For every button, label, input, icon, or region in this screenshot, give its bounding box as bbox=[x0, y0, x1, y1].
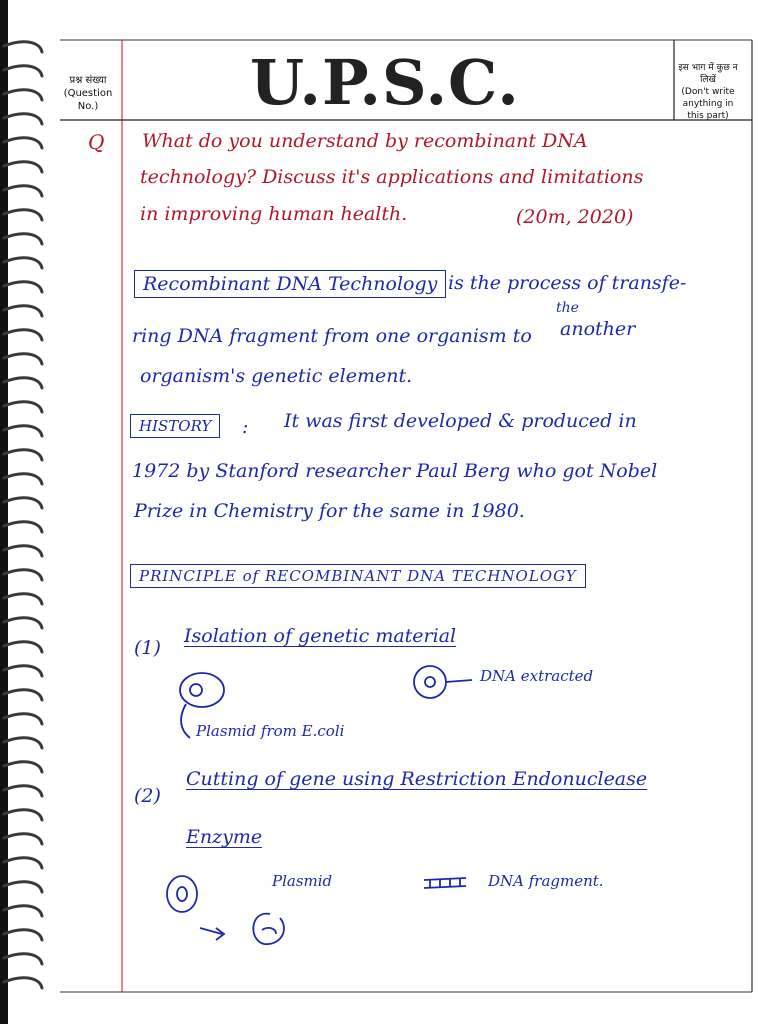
spiral-coil bbox=[4, 426, 42, 436]
spiral-coil bbox=[4, 642, 42, 652]
spiral-coil bbox=[4, 162, 42, 172]
spiral-coil bbox=[4, 666, 42, 676]
history-label-box: HISTORY bbox=[130, 414, 220, 438]
history-line-2: 1972 by Stanford researcher Paul Berg who got Nobel bbox=[132, 460, 658, 482]
spiral-coil bbox=[4, 810, 42, 820]
principle-heading-box: PRINCIPLE of RECOMBINANT DNA TECHNOLOGY bbox=[130, 564, 586, 588]
spiral-coil bbox=[4, 594, 42, 604]
spiral-coil bbox=[4, 834, 42, 844]
spiral-coil bbox=[4, 618, 42, 628]
spiral-coil bbox=[4, 234, 42, 244]
spiral-binding bbox=[0, 0, 60, 1024]
question-line-1: What do you understand by recombinant DNA bbox=[142, 130, 588, 152]
spiral-coil bbox=[4, 306, 42, 316]
spiral-coil bbox=[4, 714, 42, 724]
term-box: Recombinant DNA Technology bbox=[134, 270, 446, 298]
question-line-3: in improving human health. bbox=[140, 203, 408, 225]
definition-insert-word: the bbox=[556, 300, 579, 316]
note-english: (Don't write anything in this part) bbox=[681, 87, 735, 121]
spiral-coil bbox=[4, 450, 42, 460]
spiral-coil bbox=[4, 498, 42, 508]
spiral-coil bbox=[4, 114, 42, 124]
step-2-continued: Enzyme bbox=[186, 826, 263, 848]
spiral-coil bbox=[4, 930, 42, 940]
question-number-hindi: प्रश्न संख्या bbox=[69, 75, 107, 86]
spiral-coil bbox=[4, 882, 42, 892]
dna-fragment-diagram bbox=[424, 878, 466, 888]
spiral-coil bbox=[4, 546, 42, 556]
spiral-coil bbox=[4, 42, 42, 52]
spiral-coil bbox=[4, 258, 42, 268]
spiral-coil bbox=[4, 690, 42, 700]
question-line-2: technology? Discuss it's applications and limitations bbox=[140, 166, 644, 188]
spiral-coil bbox=[4, 90, 42, 100]
spiral-coil bbox=[4, 762, 42, 772]
spiral-coil bbox=[4, 138, 42, 148]
step-2-number: (2) bbox=[134, 785, 161, 807]
spiral-coil bbox=[4, 978, 42, 988]
history-line-3: Prize in Chemistry for the same in 1980. bbox=[134, 500, 525, 522]
spiral-coil bbox=[4, 738, 42, 748]
spiral-coil bbox=[4, 378, 42, 388]
spiral-coil bbox=[4, 786, 42, 796]
step-1-text: Isolation of genetic material bbox=[184, 625, 457, 647]
spiral-coil bbox=[4, 954, 42, 964]
spiral-coil bbox=[4, 474, 42, 484]
spiral-coil bbox=[4, 282, 42, 292]
spiral-coil bbox=[4, 354, 42, 364]
dna-extracted-label: DNA extracted bbox=[480, 667, 594, 685]
note-hindi: इस भाग में कुछ न लिखें bbox=[678, 63, 738, 85]
dna-fragment-label: DNA fragment. bbox=[488, 872, 604, 890]
definition-line-3: organism's genetic element. bbox=[140, 365, 413, 387]
dna-extracted-diagram bbox=[414, 666, 472, 698]
spiral-coil bbox=[4, 570, 42, 580]
spiral-coil bbox=[4, 906, 42, 916]
history-colon: : bbox=[242, 416, 249, 438]
spiral-coil bbox=[4, 210, 42, 220]
spiral-coil bbox=[4, 186, 42, 196]
step-2-text: Cutting of gene using Restriction Endonuclease bbox=[186, 768, 648, 790]
plasmid-ecoli-label: Plasmid from E.coli bbox=[196, 722, 345, 740]
definition-line-2-end: another bbox=[560, 318, 636, 340]
spiral-coil bbox=[4, 858, 42, 868]
step-1-number: (1) bbox=[134, 637, 161, 659]
spiral-coil bbox=[4, 522, 42, 532]
spiral-coil bbox=[4, 66, 42, 76]
do-not-write-note bbox=[676, 62, 740, 122]
question-marker: Q bbox=[88, 130, 105, 154]
question-number-english: (Question No.) bbox=[63, 88, 113, 112]
page-title: U.P.S.C. bbox=[250, 46, 520, 119]
plasmid-label: Plasmid bbox=[272, 872, 333, 890]
definition-line-2: ring DNA fragment from one organism to bbox=[132, 325, 532, 347]
question-marks: (20m, 2020) bbox=[516, 206, 634, 228]
spiral-coil bbox=[4, 402, 42, 412]
spiral-coil bbox=[4, 330, 42, 340]
history-line-1: It was first developed & produced in bbox=[284, 410, 637, 432]
plasmid-diagram bbox=[167, 876, 284, 944]
definition-line-1: is the process of transfe- bbox=[448, 272, 687, 294]
question-number-label bbox=[60, 74, 116, 113]
